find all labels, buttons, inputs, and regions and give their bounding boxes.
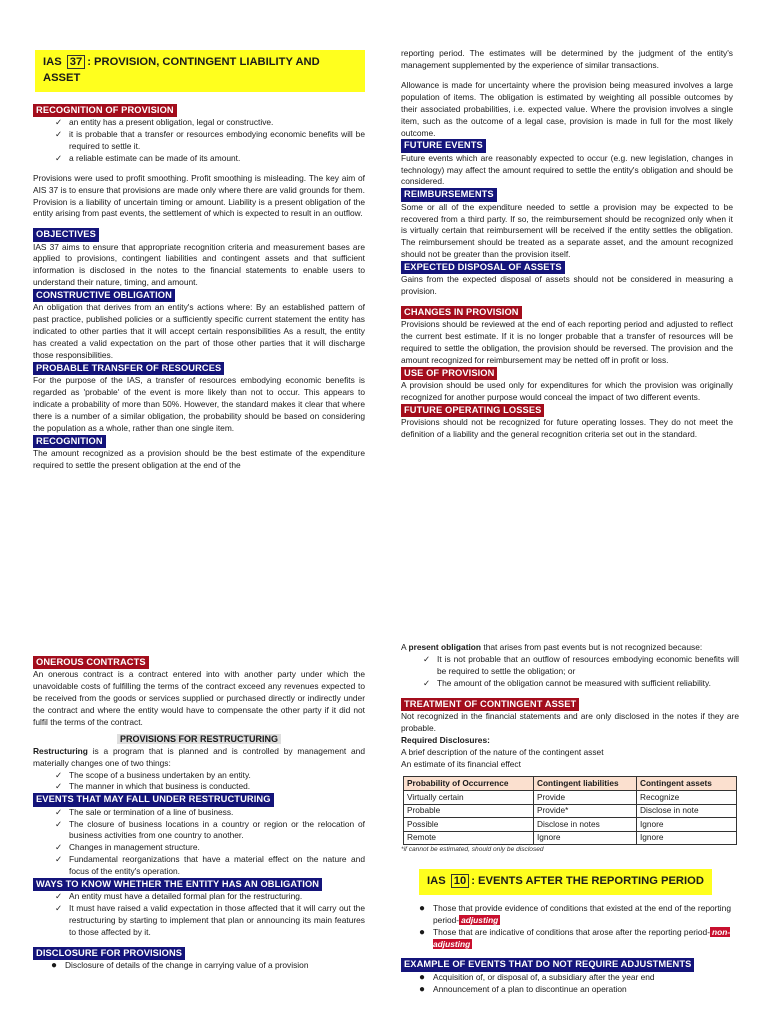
ias10-list (401, 903, 739, 951)
list-item: ✓ The closure of business locations in a country or region or the relocation of business activities from one country to another. (55, 818, 365, 841)
table-row (404, 831, 737, 845)
required-disclosures-label: Required Disclosures: (401, 734, 490, 745)
heading-future-events: FUTURE EVENTS (401, 139, 486, 152)
example-list (401, 972, 739, 996)
required-disclosure-1: A brief description of the nature of the contingent asset (401, 746, 604, 757)
table-cell: Recognize (637, 791, 737, 805)
list-item: ✓ a reliable estimate can be made of its amount. (55, 152, 241, 163)
list-item: ✓ The amount of the obligation cannot be measured with sufficient reliability. (423, 677, 711, 688)
ias10-number: 10 (451, 874, 469, 888)
heading-recognition-of-provision: RECOGNITION OF PROVISION (33, 104, 177, 117)
adjusting-tag: adjusting (461, 914, 499, 925)
table-cell: Provide* (534, 804, 637, 818)
column-header: Contingent liabilities (534, 777, 637, 791)
heading-example-events: EXAMPLE OF EVENTS THAT DO NOT REQUIRE ADJUSTMENTS (401, 958, 694, 971)
table-row (404, 791, 737, 805)
page1-right-column (401, 48, 733, 441)
list-item: ✓ The scope of a business undertaken by an entity. (55, 769, 251, 780)
list-item: ✓ It must have raised a valid expectation in those affected that it will carry out the restructuring by starting to implement that plan or announcing its main features to those affected by it. (55, 903, 365, 938)
table-row (404, 818, 737, 832)
ias37-title: IAS 37 : PROVISION, CONTINGENT LIABILITY AND ASSET (35, 50, 365, 92)
non-adjusting-tag: non-adjusting (433, 926, 731, 949)
reimbursements-text: Some or all of the expenditure needed to settle a provision may be expected to be recovered from a third party. If so, the reimbursement should be recognized only when it is virtually certain that reimbursement will be received if the entity settles the obligation. The reimbursement should be treated as a separate asset, and the amount recognized should not be greater than the provision itself. (401, 201, 733, 260)
allowance-text: Allowance is made for uncertainty where the provision being measured involves a large population of items. The obligation is estimated by weighting all possible outcomes by their associated probabilities, i.e. expected value. Where the provision involves a single item, such as the outcome of a legal case, provision is made in full for the most likely outcome. (401, 79, 733, 138)
list-item: ✓ it is probable that a transfer or resources embodying economic benefits will be required to settle it. (55, 128, 365, 151)
check-icon: ✓ (55, 152, 63, 163)
check-icon: ✓ (55, 117, 63, 127)
page1-left-column (33, 50, 365, 472)
heading-future-operating-losses: FUTURE OPERATING LOSSES (401, 404, 544, 417)
restructuring-text: Restructuring is a program that is planned and is controlled by management and materially changes one of two things: (33, 745, 365, 768)
check-icon: ✓ (55, 128, 63, 139)
heading-objectives: OBJECTIVES (33, 228, 99, 241)
onerous-text: An onerous contract is a contract entered into with another party under which the unavoidable costs of fulfilling the terms of the contract exceed any revenues expected to be received from the goods or services supplied or purchased directly or indirectly under the contract and where the entity would have to compensate the other party if it did not fulfil the terms of the contract. (33, 669, 365, 727)
list-item: ● Acquisition of, or disposal of, a subsidiary after the year end (419, 972, 739, 984)
restructuring-list (33, 770, 365, 794)
check-icon: ✓ (55, 891, 63, 902)
use-text: A provision should be used only for expenditures for which the provision was originally recognized for another purpose would conceal the impact of two different events. (401, 380, 733, 403)
heading-events-under-restructuring: EVENTS THAT MAY FALL UNDER RESTRUCTURING (33, 793, 274, 806)
table-cell: Ignore (637, 831, 737, 845)
check-icon: ✓ (55, 806, 63, 817)
constructive-text: An obligation that derives from an entity's actions where: By an established pattern of past practice, published policies or a sufficiently specific current statement the entity has indicated to other parties that it will accept certain responsibilities As a result, the entity has created a valid expectation on the part of those other parties that it will discharge those responsibilities. (33, 302, 365, 361)
list-item: ✓ The manner in which that business is conducted. (55, 781, 251, 792)
ias10-title: IAS 10 : EVENTS AFTER THE REPORTING PERIOD (419, 869, 712, 895)
heading-disclosure-for-provisions: DISCLOSURE FOR PROVISIONS (33, 947, 185, 960)
heading-changes-in-provision: CHANGES IN PROVISION (401, 306, 522, 319)
column-header: Contingent assets (637, 777, 737, 791)
check-icon: ✓ (55, 854, 63, 865)
list-item: ✓ Fundamental reorganizations that have a material effect on the nature and focus of the entity's operation. (55, 854, 365, 877)
list-item: ● Those that provide evidence of conditions that existed at the end of the reporting period- adjusting (419, 902, 731, 925)
heading-provisions-for-restructuring: PROVISIONS FOR RESTRUCTURING (33, 733, 365, 746)
check-icon: ✓ (55, 769, 63, 780)
heading-constructive-obligation: CONSTRUCTIVE OBLIGATION (33, 289, 175, 302)
table-cell: Virtually certain (404, 791, 534, 805)
table-cell: Ignore (637, 818, 737, 832)
list-item: ✓ an entity has a present obligation, legal or constructive. (55, 117, 274, 127)
heading-use-of-provision: USE OF PROVISION (401, 367, 497, 380)
present-obligation-text: A present obligation that arises from past events but is not recognized because: (401, 642, 703, 652)
heading-expected-disposal: EXPECTED DISPOSAL OF ASSETS (401, 261, 565, 274)
page2-right-column (401, 642, 739, 995)
future-events-text: Future events which are reasonably expected to occur (e.g. new legislation, changes in technology) may affect the amount required to settle the entity's obligation and should be considered. (401, 152, 733, 187)
probable-text: For the purpose of the IAS, a transfer of resources embodying economic benefits is regarded as 'probable' of the event is more likely than not to occur. This appears to indicate a probability of more than 50%. However, the standard makes it clear that where there is a number of a similar obligation, the probability should be based on considering the population as a whole, rather than one single item. (33, 375, 365, 433)
check-icon: ✓ (55, 903, 63, 914)
column-header: Probability of Occurrence (404, 777, 534, 791)
bullet-icon: ● (419, 971, 426, 983)
recognition-text: The amount recognized as a provision should be the best estimate of the expenditure required to settle the present obligation at the end of the (33, 448, 365, 470)
bullet-icon: ● (419, 983, 426, 995)
list-item: ● Those that are indicative of conditions that arose after the reporting period- non-adjusting (419, 926, 731, 949)
table-row (404, 804, 737, 818)
heading-ways-to-know-obligation: WAYS TO KNOW WHETHER THE ENTITY HAS AN OBLIGATION (33, 878, 322, 891)
list-item: ✓ The sale or termination of a line of business. (55, 806, 234, 817)
heading-treatment-contingent-asset: TREATMENT OF CONTINGENT ASSET (401, 698, 579, 711)
present-obligation-list (401, 654, 739, 690)
required-disclosure-2: An estimate of its financial effect (401, 758, 521, 769)
changes-text: Provisions should be reviewed at the end of each reporting period and adjusted to reflect the current best estimate. If it is no longer probable that a transfer of resources will be required to settle the obligation, the provision should be reversed. The provision and the amount recognized for reimbursement may be netted off in profit or loss. (401, 319, 733, 366)
disclosure-list (33, 960, 365, 972)
heading-recognition: RECOGNITION (33, 435, 106, 448)
future-losses-text: Provisions should not be recognized for future operating losses. They do not meet the definition of a liability and the general recognition criteria set out in the standard. (401, 417, 733, 440)
recognition-criteria-list (33, 117, 365, 165)
page2-left-column (33, 656, 365, 972)
table-cell: Provide (534, 791, 637, 805)
table-cell: Disclose in note (637, 804, 737, 818)
table-footnote: *if cannot be estimated, should only be disclosed (401, 846, 544, 854)
list-item: ✓ An entity must have a detailed formal plan for the restructuring. (55, 891, 303, 902)
ways-list (33, 891, 365, 939)
intro-paragraph: Provisions were used to profit smoothing. Profit smoothing is misleading. The key aim of AIS 37 is to ensure that provisions are made only where there are valid grounds for them. Provision is a liability of uncertain timing or amount. Liability is a present obligation of the entity arising from past events, the settlement of which is expected to result in an outflow. (33, 172, 365, 219)
reporting-period-text: reporting period. The estimates will be determined by the judgment of the entity's management supplemented by the experience of similar transactions. (401, 48, 733, 70)
check-icon: ✓ (55, 842, 63, 853)
heading-onerous-contracts: ONEROUS CONTRACTS (33, 656, 149, 669)
heading-probable-transfer: PROBABLE TRANSFER OF RESOURCES (33, 362, 224, 375)
check-icon: ✓ (423, 677, 431, 688)
check-icon: ✓ (423, 653, 431, 664)
table-header-row (404, 777, 737, 791)
table-cell: Probable (404, 804, 534, 818)
bullet-icon: ● (419, 902, 426, 914)
contingency-table (403, 776, 737, 845)
list-item: ✓ It is not probable that an outflow of resources embodying economic benefits will be required to settle the obligation; or (423, 653, 739, 676)
list-item: ✓ Changes in management structure. (55, 842, 200, 853)
events-list (33, 807, 365, 879)
ias37-number: 37 (67, 55, 85, 69)
bullet-icon: ● (51, 960, 58, 972)
heading-reimbursements: REIMBURSEMENTS (401, 188, 497, 201)
table-cell: Ignore (534, 831, 637, 845)
list-item: ● Disclosure of details of the change in carrying value of a provision (51, 960, 365, 972)
objectives-text: IAS 37 aims to ensure that appropriate recognition criteria and measurement bases are applied to provisions, contingent liabilities and contingent assets and that sufficient information is disclosed in the notes to the financial statements to enable users to understand their nature, timing, and amount. (33, 241, 365, 288)
table-cell: Disclose in notes (534, 818, 637, 832)
check-icon: ✓ (55, 781, 63, 792)
list-item: ● Announcement of a plan to discontinue an operation (419, 984, 739, 996)
table-cell: Possible (404, 818, 534, 832)
check-icon: ✓ (55, 818, 63, 829)
treatment-text: Not recognized in the financial statements and are only disclosed in the notes if they are probable. (401, 710, 739, 733)
disposal-text: Gains from the expected disposal of assets should not be considered in measuring a provision. (401, 274, 733, 297)
table-cell: Remote (404, 831, 534, 845)
bullet-icon: ● (419, 926, 426, 938)
